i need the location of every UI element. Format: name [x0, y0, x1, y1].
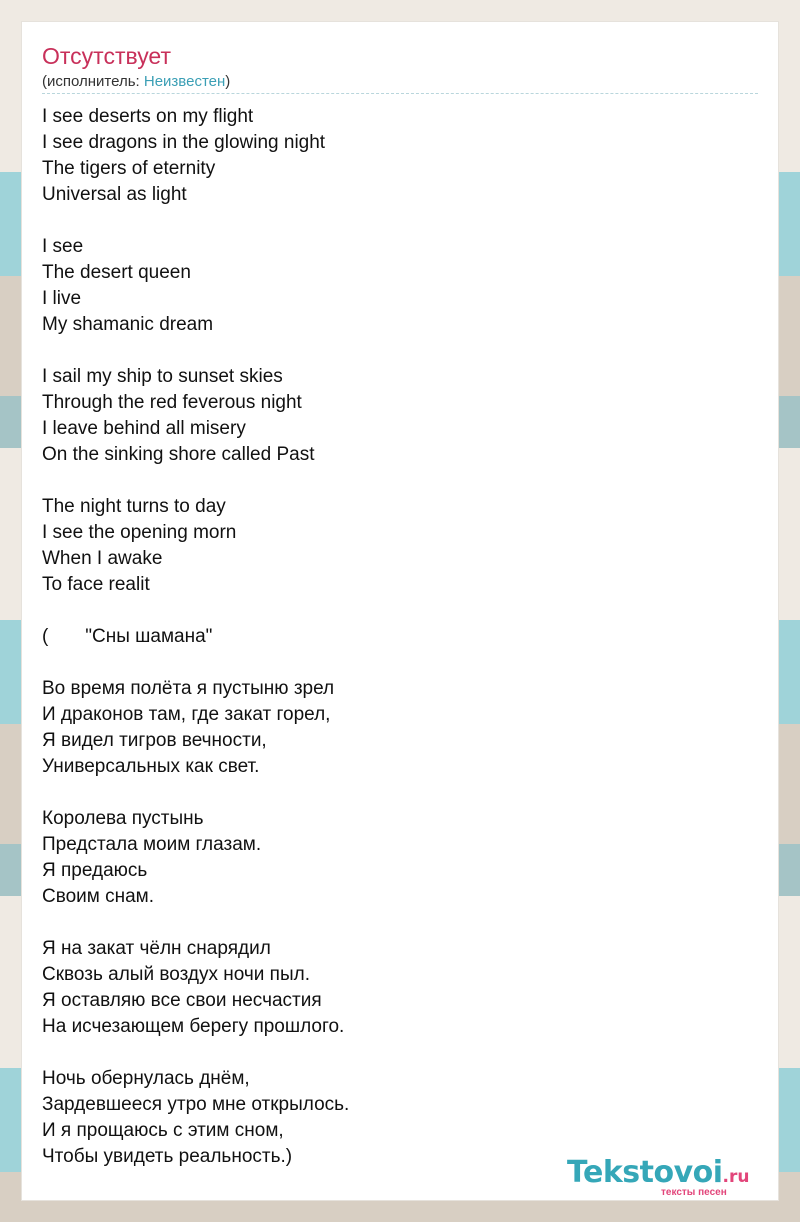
- lyric-line: [42, 910, 742, 936]
- lyric-line: The night turns to day: [42, 496, 226, 517]
- lyrics-text: [42, 104, 742, 1170]
- lyric-line: Сквозь алый воздух ночи пыл.: [42, 964, 310, 985]
- lyric-line: Универсальных как свет.: [42, 756, 260, 777]
- lyric-line: I see dragons in the glowing night: [42, 132, 326, 153]
- lyric-line: Я оставляю все свои несчастия: [42, 990, 322, 1011]
- lyric-line: The desert queen: [42, 262, 191, 283]
- lyric-line: I see: [42, 236, 84, 257]
- lyric-line: Королева пустынь: [42, 808, 204, 829]
- lyric-line: Чтобы увидеть реальность.): [42, 1146, 293, 1167]
- logo-main-text: Tekstovoi: [567, 1155, 723, 1190]
- lyric-line: [42, 780, 742, 806]
- lyric-line: И драконов там, где закат горел,: [42, 704, 331, 725]
- logo-domain: .ru: [722, 1167, 750, 1187]
- artist-prefix: (исполнитель:: [42, 73, 144, 90]
- lyric-line: On the sinking shore called Past: [42, 444, 315, 465]
- lyric-line: I sail my ship to sunset skies: [42, 366, 283, 387]
- lyric-line: Through the red feverous night: [42, 392, 302, 413]
- lyric-line: Universal as light: [42, 184, 187, 205]
- lyric-line: ( "Сны шамана": [42, 626, 213, 647]
- lyric-line: [42, 208, 742, 234]
- lyric-line: [42, 338, 742, 364]
- lyric-line: I live: [42, 288, 82, 309]
- lyric-line: И я прощаюсь с этим сном,: [42, 1120, 284, 1141]
- tekstovoi-logo[interactable]: [567, 1156, 787, 1196]
- artist-line: [42, 72, 230, 92]
- lyric-line: [42, 468, 742, 494]
- lyric-line: I see the opening morn: [42, 522, 237, 543]
- artist-link[interactable]: Неизвестен: [143, 73, 226, 90]
- lyric-line: When I awake: [42, 548, 163, 569]
- title-divider: [42, 93, 758, 94]
- lyrics-card: [22, 22, 778, 1200]
- lyric-line: [42, 1040, 742, 1066]
- lyric-line: Я предаюсь: [42, 860, 148, 881]
- lyric-line: Своим снам.: [42, 886, 155, 907]
- lyric-line: My shamanic dream: [42, 314, 214, 335]
- lyric-line: Предстала моим глазам.: [42, 834, 262, 855]
- lyric-line: [42, 650, 742, 676]
- lyric-line: Зардевшееся утро мне открылось.: [42, 1094, 350, 1115]
- lyric-line: [42, 598, 742, 624]
- song-title: Отсутствует: [42, 43, 171, 69]
- lyric-line: Я видел тигров вечности,: [42, 730, 267, 751]
- logo-tagline: тексты песен: [661, 1187, 727, 1198]
- lyric-line: I leave behind all misery: [42, 418, 246, 439]
- lyric-line: I see deserts on my flight: [42, 106, 254, 127]
- lyric-line: The tigers of eternity: [42, 158, 216, 179]
- lyric-line: Я на закат чёлн снарядил: [42, 938, 271, 959]
- artist-suffix: ): [225, 73, 231, 90]
- lyric-line: Во время полёта я пустыню зрел: [42, 678, 335, 699]
- lyric-line: To face realit: [42, 574, 150, 595]
- lyric-line: На исчезающем берегу прошлого.: [42, 1016, 345, 1037]
- lyric-line: Ночь обернулась днём,: [42, 1068, 250, 1089]
